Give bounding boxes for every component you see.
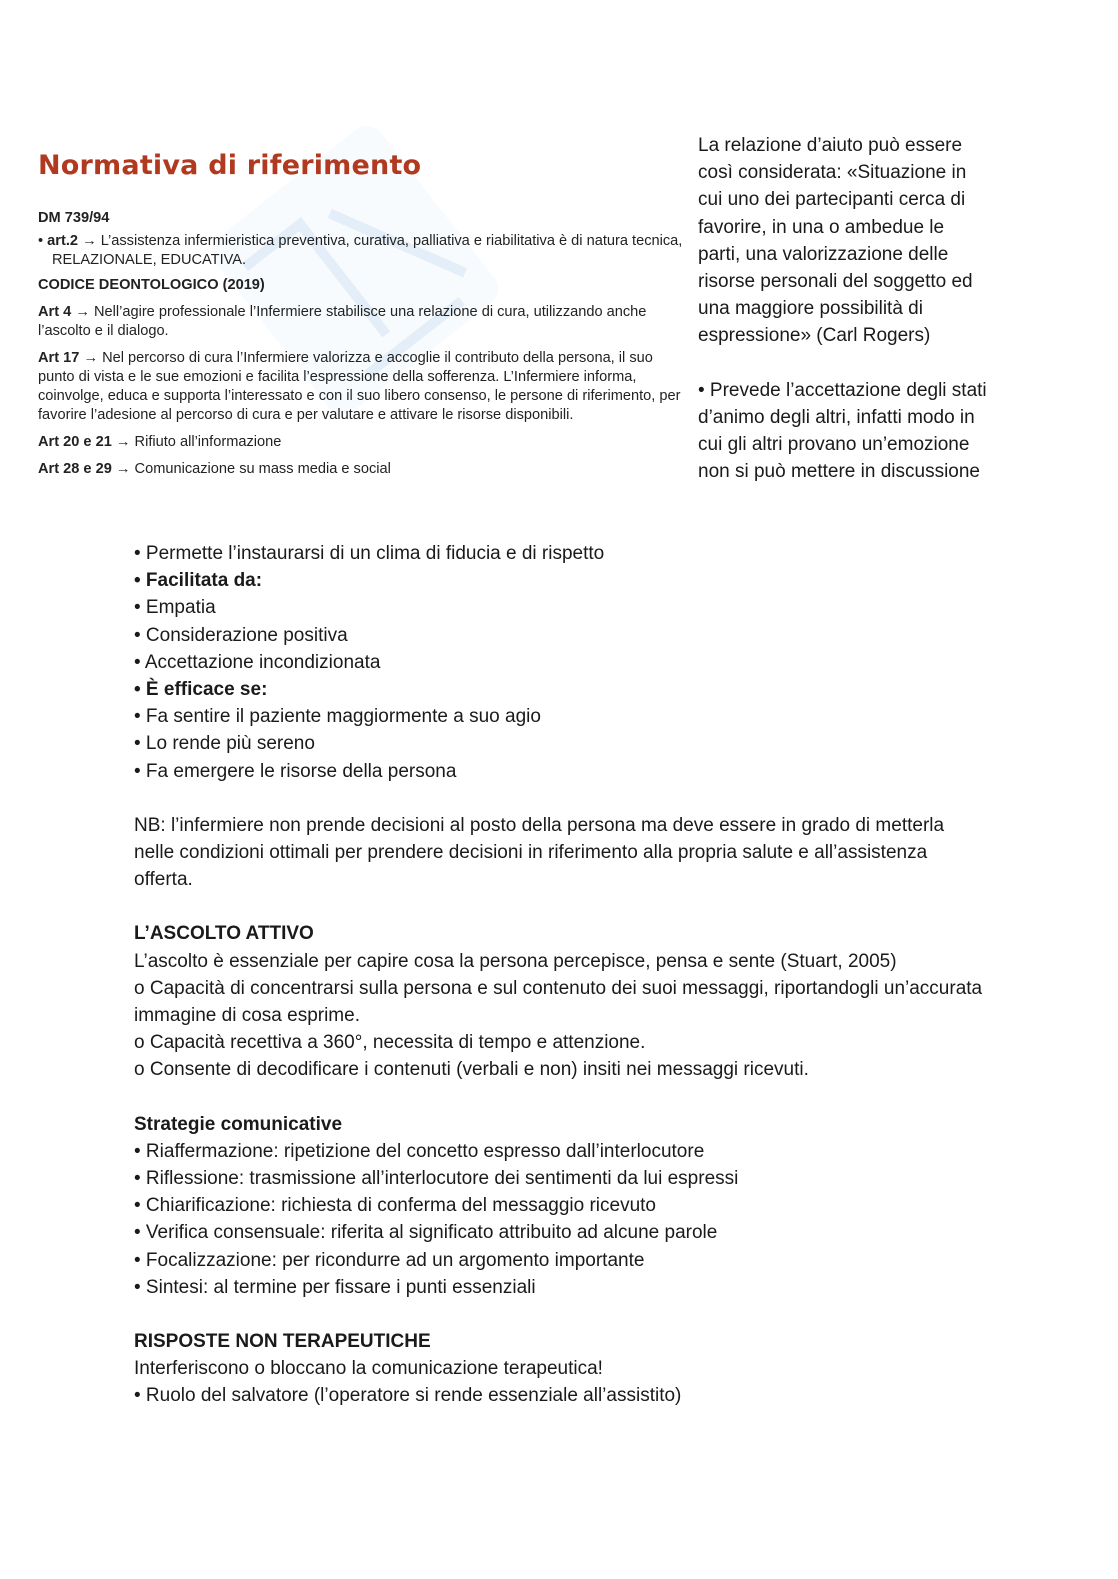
art28-item xyxy=(38,460,688,479)
art28-label: Art 28 e 29 xyxy=(38,461,112,477)
arrow-icon: → xyxy=(75,304,90,320)
strategie-title: Strategie comunicative xyxy=(134,1113,343,1135)
list-item: • È efficace se: xyxy=(134,679,268,701)
list-item: • Lo rende più sereno xyxy=(134,733,315,755)
strategia-item: • Sintesi: al termine per fissare i punti essenziali xyxy=(134,1276,536,1298)
dm-heading: DM 739/94 xyxy=(38,210,110,226)
art17-item xyxy=(38,349,688,425)
arrow-icon: → xyxy=(82,233,97,249)
risposte-line: Interferiscono o bloccano la comunicazione terapeutica! xyxy=(134,1358,603,1380)
art17-label: Art 17 xyxy=(38,350,80,366)
list-item: • Facilitata da: xyxy=(134,570,263,592)
right-column xyxy=(698,132,988,485)
ascolto-line: o Capacità di concentrarsi sulla persona e sul contenuto dei suoi messaggi, riportandogli un’accurata immagine di cosa esprime. xyxy=(134,977,983,1027)
arrow-icon: → xyxy=(115,461,131,477)
strategia-item: • Riaffermazione: ripetizione del concetto espresso dall’interlocutore xyxy=(134,1140,705,1162)
list-item: • Fa sentire il paziente maggiormente a suo agio xyxy=(134,706,541,728)
slide-title: Normativa di riferimento xyxy=(38,150,422,181)
art28-text: Comunicazione su mass media e social xyxy=(134,461,391,477)
art4-text: Nell’agire professionale l’Infermiere stabilisce una relazione di cura, utilizzando anche l’ascolto e il dialogo. xyxy=(38,304,647,339)
strategia-item: • Verifica consensuale: riferita al significato attribuito ad alcune parole xyxy=(134,1222,718,1244)
art4-label: Art 4 xyxy=(38,304,72,320)
risposte-title: RISPOSTE NON TERAPEUTICHE xyxy=(134,1331,431,1353)
list-item: • Considerazione positiva xyxy=(134,624,348,646)
art20-text: Rifiuto all’informazione xyxy=(134,434,282,450)
list-item: • Fa emergere le risorse della persona xyxy=(134,760,457,782)
art2-text: L’assistenza infermieristica preventiva, curativa, palliativa e riabilitativa è di natura tecnica, RELAZIONALE, EDUCATIVA. xyxy=(52,233,683,268)
ascolto-line: o Capacità recettiva a 360°, necessita di tempo e attenzione. xyxy=(134,1032,646,1054)
relazione-definition: La relazione d’aiuto può essere così considerata: «Situazione in cui uno dei partecipanti cerca di favorire, in una o ambedue le parti, una valorizzazione delle risorse personali del soggetto ed una maggiore possibilità di espressione» (Carl Rogers) xyxy=(698,135,973,347)
art20-label: Art 20 e 21 xyxy=(38,434,112,450)
art17-text: Nel percorso di cura l’Infermiere valorizza e accoglie il contributo della persona, il suo punto di vista e le sue emozioni e facilita l’espressione della sofferenza. L’Infermiere informa, coinvolge, educa e supporta l’interessato e con il suo libero consenso, le persone di riferimento, per favorire l’adesione al percorso di cura e per valutare e attivare le risorse disponibili. xyxy=(38,350,681,423)
arrow-icon: → xyxy=(83,350,99,366)
main-body xyxy=(134,540,984,1410)
nb-paragraph: NB: l’infermiere non prende decisioni al posto della persona ma deve essere in grado di metterla nelle condizioni ottimali per prendere decisioni in riferimento alla propria salute e all’assistenza offerta. xyxy=(134,814,945,891)
codice-heading: CODICE DEONTOLOGICO (2019) xyxy=(38,277,265,293)
arrow-icon: → xyxy=(115,434,131,450)
art2-label: art.2 xyxy=(47,233,78,249)
strategia-item: • Riflessione: trasmissione all’interlocutore dei sentimenti da lui espressi xyxy=(134,1168,739,1190)
list-item: • Empatia xyxy=(134,597,216,619)
risposte-line: • Ruolo del salvatore (l’operatore si rende essenziale all’assistito) xyxy=(134,1385,682,1407)
prevede-text: • Prevede l’accettazione degli stati d’animo degli altri, infatti modo in cui gli altri provano un’emozione non si può mettere in discussione xyxy=(698,379,987,483)
ascolto-line: o Consente di decodificare i contenuti (verbali e non) insiti nei messaggi ricevuti. xyxy=(134,1059,809,1081)
ascolto-title: L’ASCOLTO ATTIVO xyxy=(134,923,314,945)
art4-item xyxy=(38,303,688,341)
strategia-item: • Focalizzazione: per ricondurre ad un argomento importante xyxy=(134,1249,645,1271)
art20-item xyxy=(38,433,688,452)
slide-image xyxy=(38,150,688,479)
list-item: • Accettazione incondizionata xyxy=(134,651,381,673)
art2-item: • art.2 → L’assistenza infermieristica preventiva, curativa, palliativa e riabilitativa è di natura tecnica, RELAZIONALE, EDUCATIVA. xyxy=(38,233,683,268)
strategia-item: • Chiarificazione: richiesta di conferma del messaggio ricevuto xyxy=(134,1195,656,1217)
list-item: • Permette l’instaurarsi di un clima di fiducia e di rispetto xyxy=(134,543,605,564)
ascolto-line: L’ascolto è essenziale per capire cosa la persona percepisce, pensa e sente (Stuart, 2005) xyxy=(134,950,897,972)
